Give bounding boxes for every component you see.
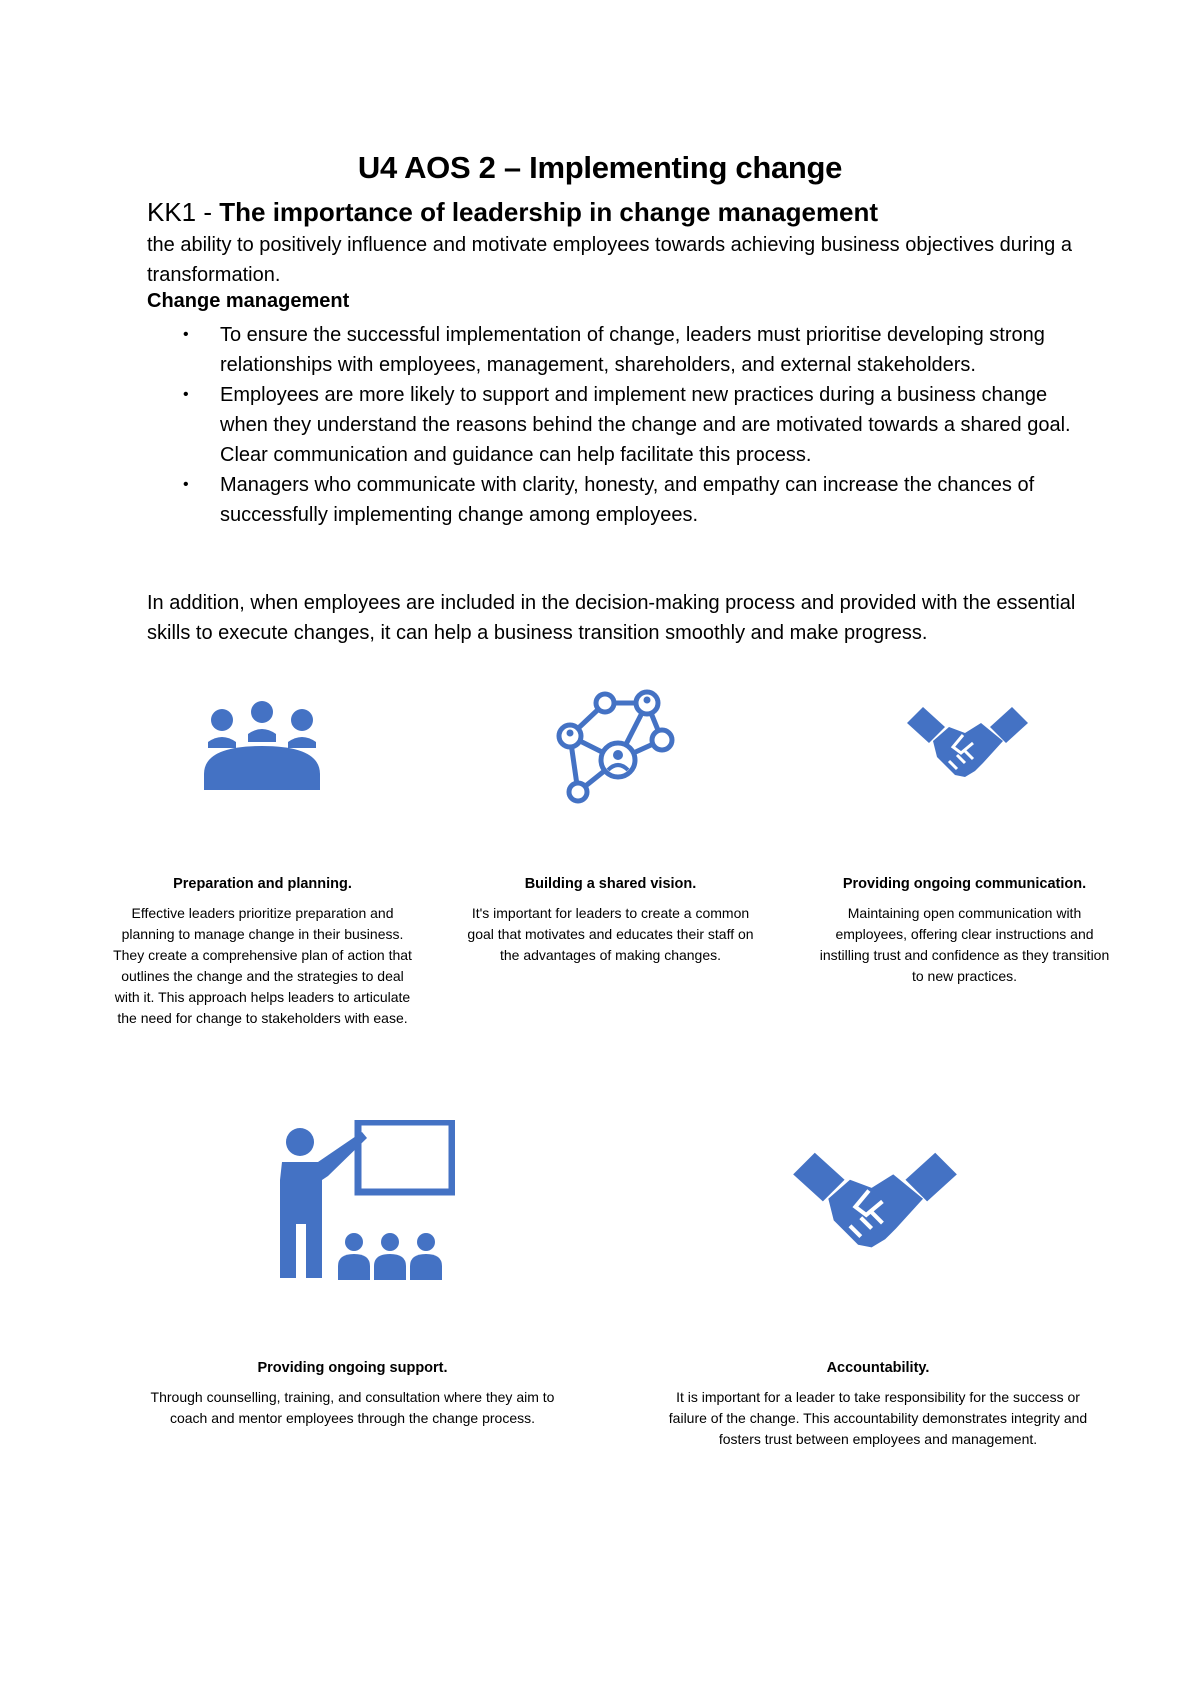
card-text: Through counselling, training, and consultation where they aim to coach and mentor employees through the change process. xyxy=(150,1389,555,1426)
card-text: It's important for leaders to create a common goal that motivates and educates their staff on the advantages of making changes. xyxy=(467,905,754,963)
bullet-icon: • xyxy=(183,326,189,343)
meeting-group-icon xyxy=(200,698,325,790)
change-management-heading: Change management xyxy=(147,290,350,312)
section-code: KK1 - xyxy=(147,197,220,227)
closing-paragraph: In addition, when employees are included in the decision-making process and provided with the essential skills to execute changes, it can help a business transition smoothly and make progress. xyxy=(147,592,1076,644)
section-heading xyxy=(147,197,878,228)
handshake-icon xyxy=(905,705,1030,790)
bullet-list xyxy=(147,320,1077,530)
handshake-icon xyxy=(785,1150,965,1265)
list-item: • Managers who communicate with clarity, honesty, and empathy can increase the chances of successfully implementing change among employees. xyxy=(147,470,1077,530)
presenter-icon xyxy=(270,1120,455,1280)
card-preparation-planning xyxy=(110,874,415,1029)
card-heading: Preparation and planning. xyxy=(173,876,352,892)
section-title: The importance of leadership in change management xyxy=(219,197,879,227)
card-text: Effective leaders prioritize preparation and planning to manage change in their business. They create a comprehensive plan of action that outlines the change and the strategies to deal with it. This approach helps leaders to articulate the need for change to stakeholders with ease. xyxy=(113,905,412,1026)
card-heading: Building a shared vision. xyxy=(524,876,697,892)
card-ongoing-communication xyxy=(812,874,1117,987)
card-heading: Providing ongoing support. xyxy=(257,1360,448,1376)
list-item: • Employees are more likely to support and implement new practices during a business change when they understand the reasons behind the change and are motivated towards a shared goal. Clear communication and guidance can help facilitate this process. xyxy=(147,380,1077,470)
card-text: It is important for a leader to take responsibility for the success or failure of the change. This accountability demonstrates integrity and fosters trust between employees and management. xyxy=(668,1389,1088,1447)
card-heading: Providing ongoing communication. xyxy=(842,876,1087,892)
bullet-icon: • xyxy=(183,386,189,403)
card-heading: Accountability. xyxy=(826,1360,930,1376)
leadership-definition: the ability to positively influence and motivate employees towards achieving business objectives during a transformation. xyxy=(147,234,1072,286)
card-accountability xyxy=(668,1358,1088,1450)
network-icon xyxy=(550,688,680,808)
list-item: • To ensure the successful implementation of change, leaders must prioritise developing strong relationships with employees, management, shareholders, and external stakeholders. xyxy=(147,320,1077,380)
card-text: Maintaining open communication with employees, offering clear instructions and instilling trust and confidence as they transition to new practices. xyxy=(819,905,1110,984)
card-ongoing-support xyxy=(140,1358,565,1429)
page-title: U4 AOS 2 – Implementing change xyxy=(357,150,843,185)
card-shared-vision xyxy=(458,874,763,966)
bullet-icon: • xyxy=(183,476,189,493)
